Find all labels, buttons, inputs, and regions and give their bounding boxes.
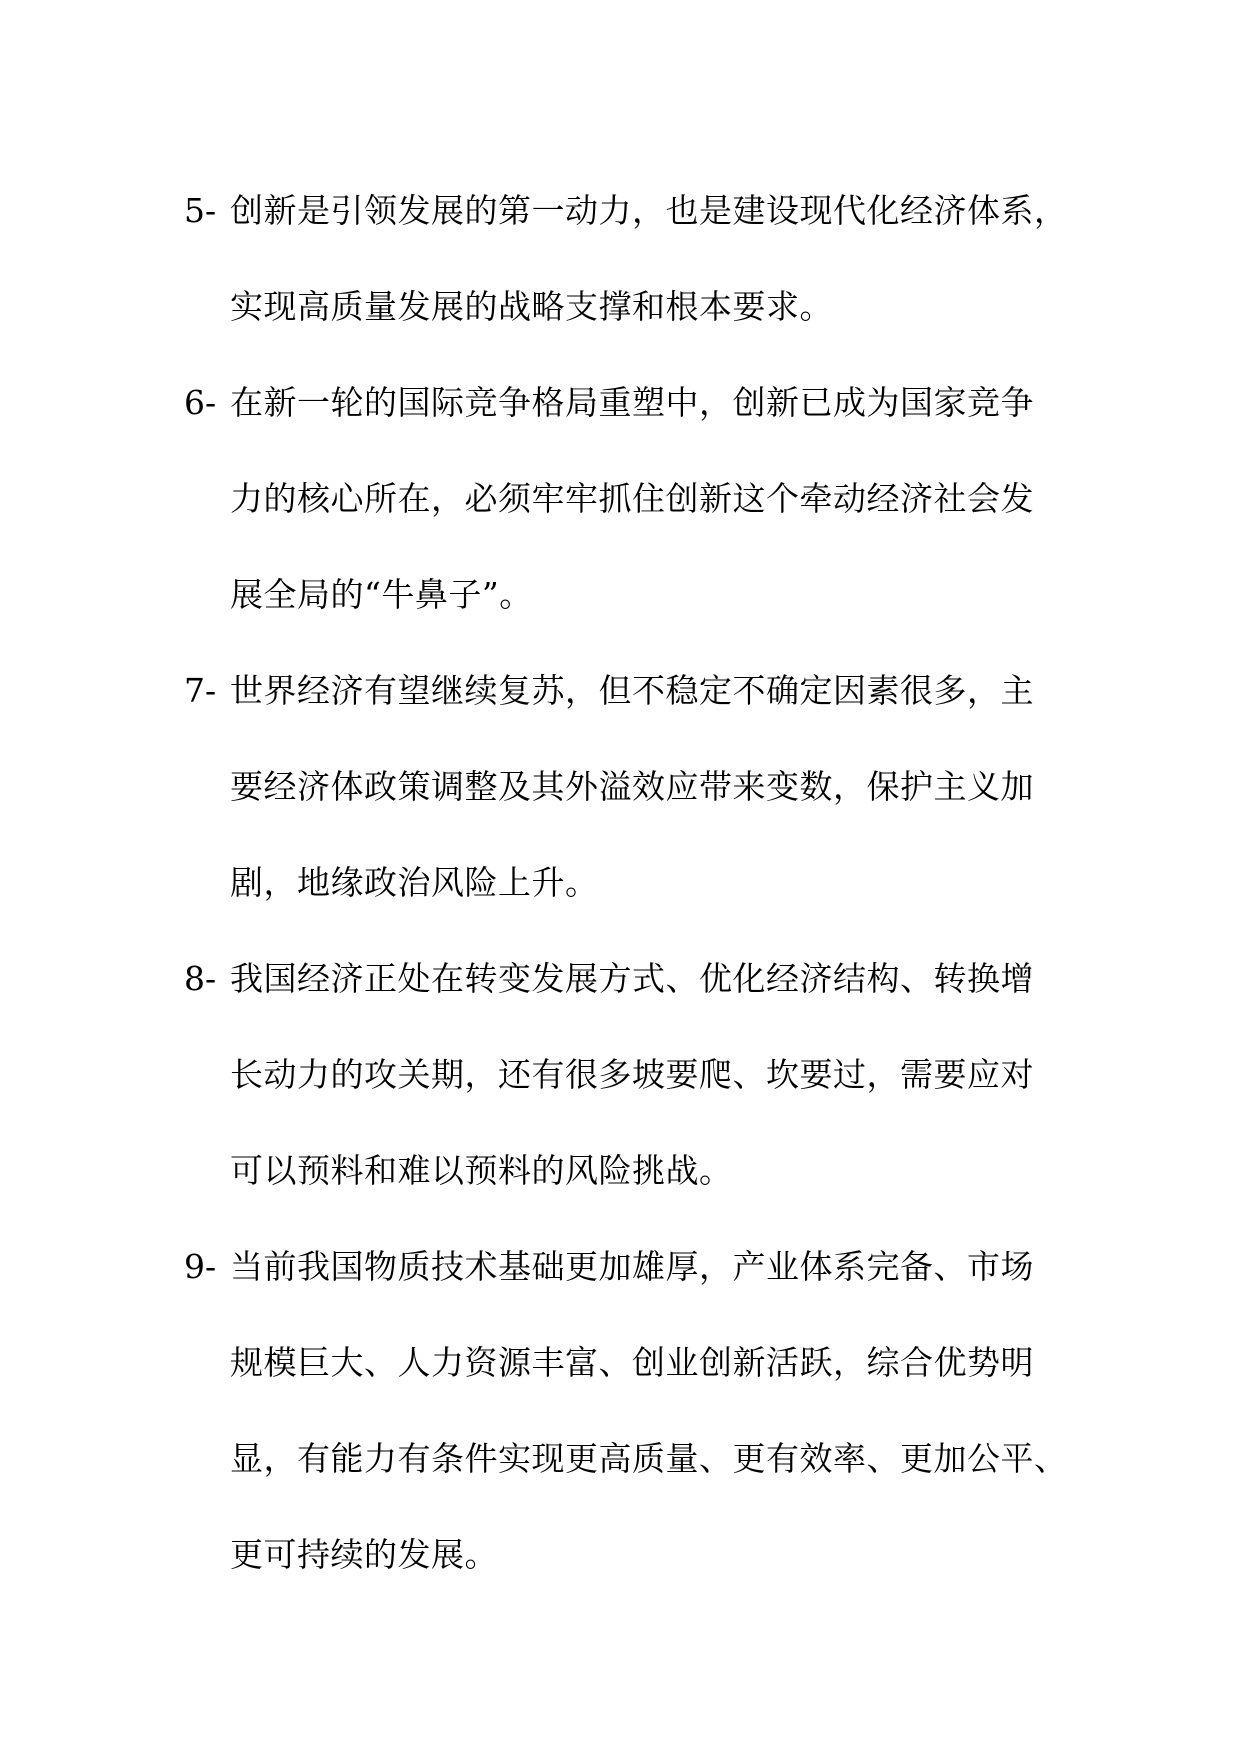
item-number: 8-	[184, 959, 217, 998]
text-line: 规模巨大、人力资源丰富、创业创新活跃，综合优势明	[230, 1343, 1034, 1382]
item-number: 6-	[184, 383, 217, 422]
list-item-9	[184, 1219, 1084, 1603]
list-item-8	[184, 931, 1084, 1219]
item-number: 9-	[184, 1247, 217, 1286]
text-line: 创新是引领发展的第一动力，也是建设现代化经济体系，	[230, 191, 1068, 230]
item-text	[230, 355, 1072, 643]
item-number: 5-	[184, 191, 217, 230]
list-item-5	[184, 163, 1084, 355]
text-line: 显，有能力有条件实现更高质量、更有效率、更加公平、	[230, 1439, 1068, 1478]
list-item-6	[184, 355, 1084, 643]
text-line: 展全局的“牛鼻子”。	[230, 575, 533, 614]
text-line: 剧，地缘政治风险上升。	[230, 863, 599, 902]
item-number: 7-	[184, 671, 217, 710]
text-line: 当前我国物质技术基础更加雄厚，产业体系完备、市场	[230, 1247, 1034, 1286]
text-line: 要经济体政策调整及其外溢效应带来变数，保护主义加	[230, 767, 1034, 806]
text-line: 长动力的攻关期，还有很多坡要爬、坎要过，需要应对	[230, 1055, 1034, 1094]
text-line: 世界经济有望继续复苏，但不稳定不确定因素很多，主	[230, 671, 1034, 710]
text-line: 我国经济正处在转变发展方式、优化经济结构、转换增	[230, 959, 1034, 998]
text-line: 力的核心所在，必须牢牢抓住创新这个牵动经济社会发	[230, 479, 1034, 518]
item-text	[230, 163, 1072, 355]
text-line: 在新一轮的国际竞争格局重塑中，创新已成为国家竞争	[230, 383, 1034, 422]
item-text	[230, 643, 1072, 931]
text-line: 更可持续的发展。	[230, 1535, 498, 1574]
item-text	[230, 931, 1072, 1219]
item-text	[230, 1219, 1072, 1603]
text-line: 实现高质量发展的战略支撑和根本要求。	[230, 287, 833, 326]
list-item-7	[184, 643, 1084, 931]
text-line: 可以预料和难以预料的风险挑战。	[230, 1151, 733, 1190]
numbered-list	[184, 163, 1084, 1603]
